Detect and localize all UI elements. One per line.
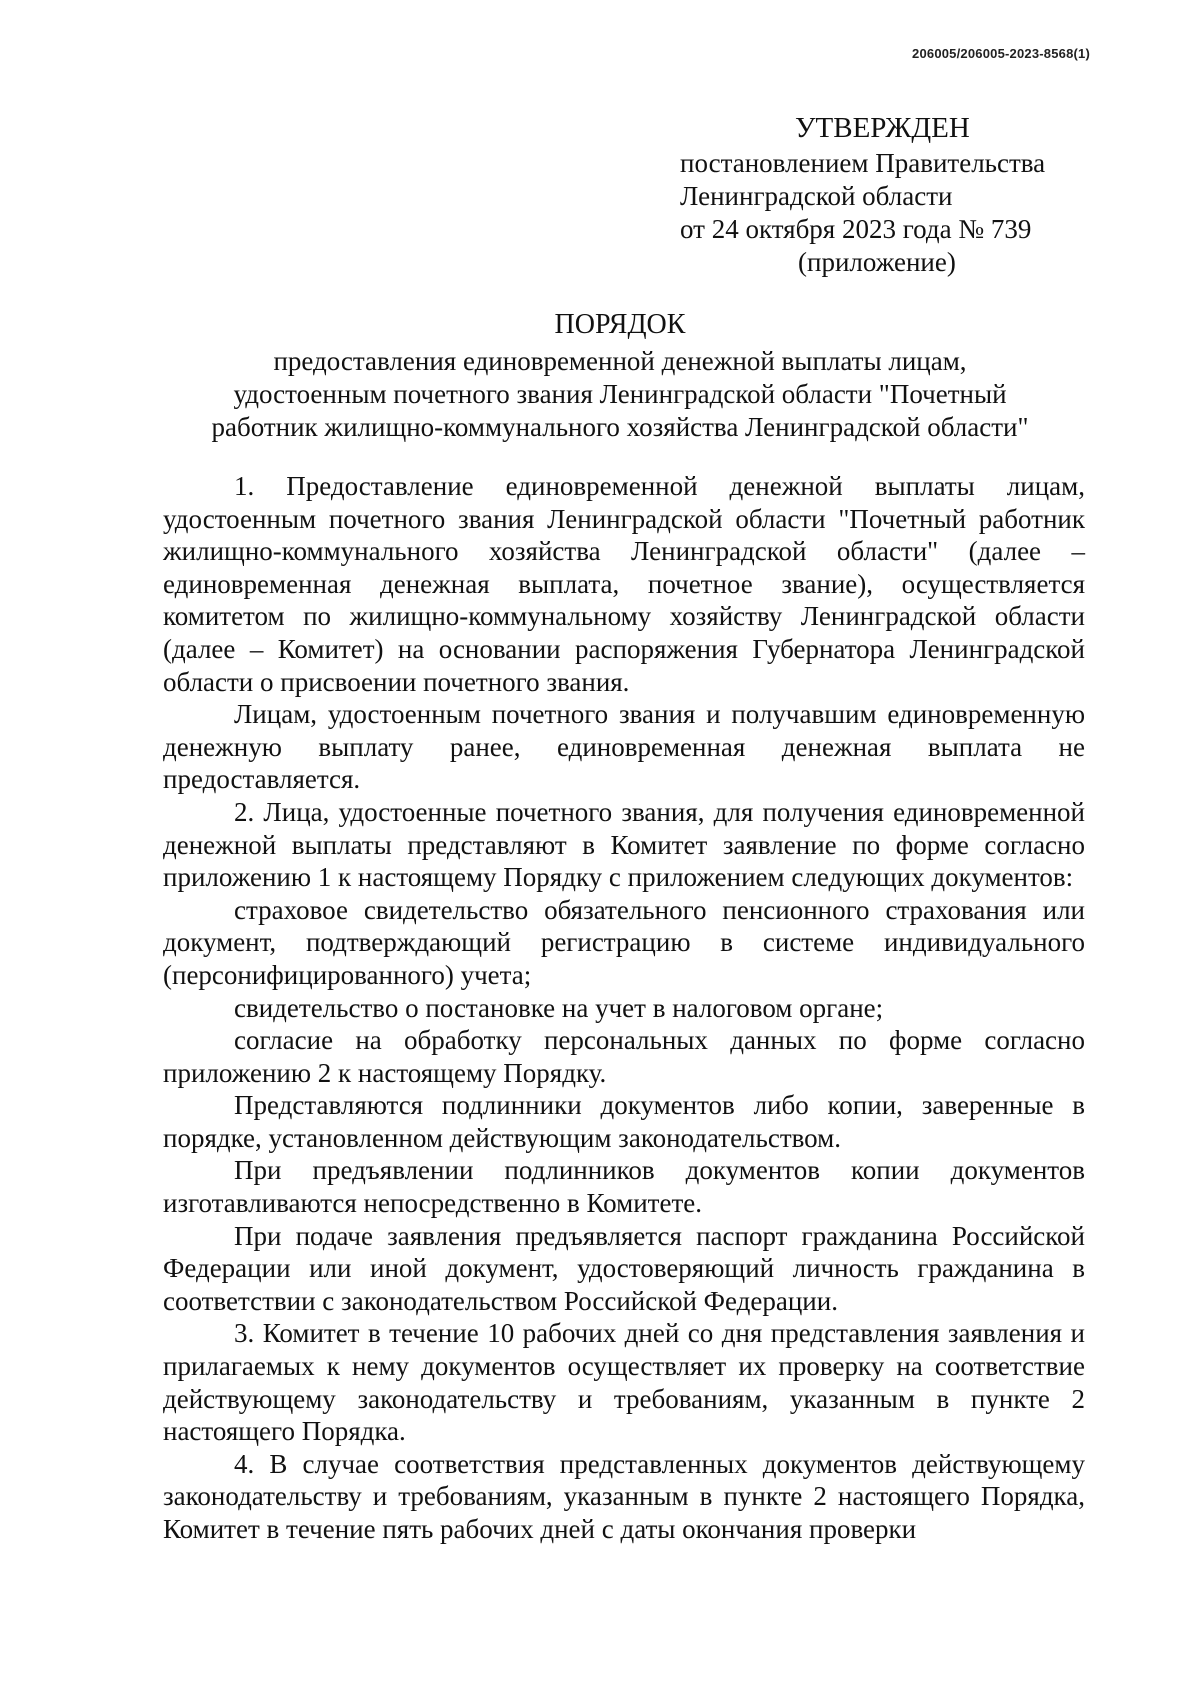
approval-line-1: постановлением Правительства <box>680 148 1046 178</box>
approval-block <box>680 112 1100 279</box>
paragraph-11: 4. В случае соответствия представленных документов действующему законодательству и требованиям, указанным в пункте 2 настоящего Порядка, Комитет в течение пять рабочих дней с даты окончания проверки <box>163 1448 1085 1544</box>
paragraph-9: При подаче заявления предъявляется паспорт гражданина Российской Федерации или иной документ, удостоверяющий личность гражданина в соответствии с законодательством Российской Федерации. <box>163 1220 1085 1316</box>
paragraph-10: 3. Комитет в течение 10 рабочих дней со дня представления заявления и прилагаемых к нему документов осуществляет их проверку на соответствие действующему законодательству и требованиям, указанным в пункте 2 настоящего Порядка. <box>163 1318 1085 1447</box>
approval-title: УТВЕРЖДЕН <box>795 112 970 144</box>
document-subtitle <box>150 345 1090 444</box>
approval-appendix: (приложение) <box>798 247 956 277</box>
paragraph-3: 2. Лица, удостоенные почетного звания, для получения единовременной денежной выплаты представляют в Комитет заявление по форме согласно приложению 1 к настоящему Порядку с приложением следующих документов: <box>163 796 1085 893</box>
approval-line-2: Ленинградской области <box>680 181 953 211</box>
paragraph-4: страховое свидетельство обязательного пенсионного страхования или документ, подтверждающий регистрацию в системе индивидуального (персонифицированного) учета; <box>163 894 1085 990</box>
document-id: 206005/206005-2023-8568(1) <box>912 46 1090 61</box>
paragraph-5: свидетельство о постановке на учет в налоговом органе; <box>234 992 884 1023</box>
paragraph-1: 1. Предоставление единовременной денежной выплаты лицам, удостоенным почетного звания Ленинградской области "Почетный работник жилищно-коммунального хозяйства Ленинградской области" (далее – единовременная денежная выплата, почетное звание), осуществляется комитетом по жилищно-коммунальному хозяйству Ленинградской области (далее – Комитет) на основании распоряжения Губернатора Ленинградской области о присвоении почетного звания. <box>163 471 1085 697</box>
paragraph-8: При предъявлении подлинников документов копии документов изготавливаются непосредственно в Комитете. <box>163 1155 1085 1219</box>
paragraph-2: Лицам, удостоенным почетного звания и получавшим единовременную денежную выплату ранее, единовременная денежная выплата не предоставляется. <box>163 699 1085 795</box>
subtitle-line-3: работник жилищно-коммунального хозяйства Ленинградской области" <box>211 412 1029 442</box>
approval-line-3: от 24 октября 2023 года № 739 <box>680 214 1032 244</box>
subtitle-line-2: удостоенным почетного звания Ленинградской области "Почетный <box>233 379 1007 409</box>
document-body <box>163 470 1085 1546</box>
subtitle-line-1: предоставления единовременной денежной выплаты лицам, <box>273 346 967 376</box>
document-title: ПОРЯДОК <box>554 309 686 340</box>
paragraph-7: Представляются подлинники документов либо копии, заверенные в порядке, установленном действующим законодательством. <box>163 1090 1085 1153</box>
paragraph-6: согласие на обработку персональных данных по форме согласно приложению 2 к настоящему Порядку. <box>163 1025 1085 1088</box>
